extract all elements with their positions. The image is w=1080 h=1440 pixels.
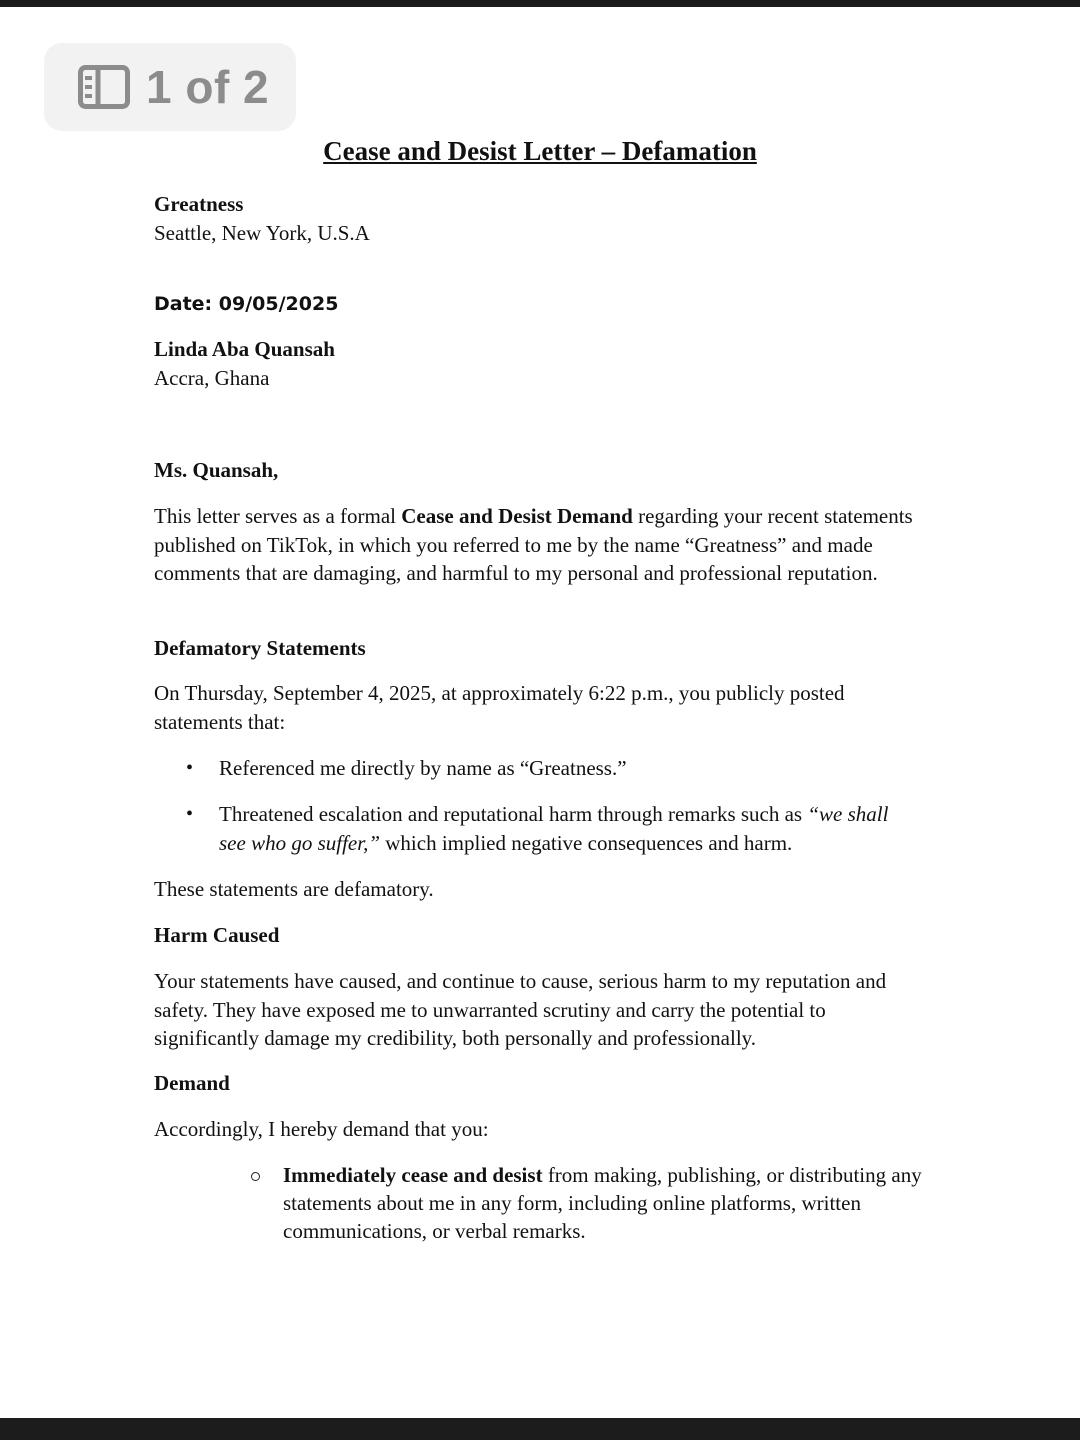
top-edge-bar [0, 0, 1080, 7]
page-indicator [44, 43, 296, 131]
demand-emphasis: Immediately cease and desist [283, 1163, 543, 1187]
heading-demand: Demand [154, 1071, 230, 1095]
sidebar-panel-icon[interactable] [78, 65, 130, 109]
quoted-remark: “we shall see who go suffer,” [219, 802, 889, 855]
letter-date: Date: 09/05/2025 [154, 293, 339, 315]
bullet-item-one: Referenced me directly by name as “Greatness.” [219, 756, 627, 780]
demand-intro: Accordingly, I hereby demand that you: [154, 1117, 489, 1141]
page-count-label: 1 of 2 [146, 61, 270, 113]
bullet-marker: • [186, 803, 194, 825]
bullet-item-two: Threatened escalation and reputational harm through remarks such as “we shall see who go suffer,” which implied negative consequences and harm. [219, 802, 889, 855]
heading-harm-caused: Harm Caused [154, 923, 280, 947]
intro-emphasis: Cease and Desist Demand [401, 504, 633, 528]
bottom-edge-bar [0, 1418, 1080, 1440]
recipient-address: Accra, Ghana [154, 366, 270, 390]
salutation: Ms. Quansah, [154, 458, 279, 482]
sender-address: Seattle, New York, U.S.A [154, 221, 370, 245]
harm-paragraph: Your statements have caused, and continue to cause, serious harm to my reputation and safety. They have exposed me to unwarranted scrutiny and carry the potential to significantly damage my credibility, both personally and professionally. [154, 969, 887, 1050]
intro-paragraph: This letter serves as a formal Cease and Desist Demand regarding your recent statements published on TikTok, in which you referred to me by the name “Greatness” and made comments that are damaging, and harmful to my personal and professional reputation. [154, 504, 913, 585]
statements-conclusion: These statements are defamatory. [154, 877, 434, 901]
sub-bullet-marker [251, 1172, 260, 1181]
recipient-name: Linda Aba Quansah [154, 337, 335, 361]
bullet-marker: • [186, 757, 194, 779]
heading-defamatory-statements: Defamatory Statements [154, 636, 366, 660]
letter-title: Cease and Desist Letter – Defamation [323, 136, 757, 166]
statements-intro: On Thursday, September 4, 2025, at approximately 6:22 p.m., you publicly posted statements that: [154, 681, 845, 734]
sender-name: Greatness [154, 192, 244, 216]
demand-item: Immediately cease and desist from making, publishing, or distributing any statements about me in any form, including online platforms, written communications, or verbal remarks. [283, 1163, 922, 1243]
